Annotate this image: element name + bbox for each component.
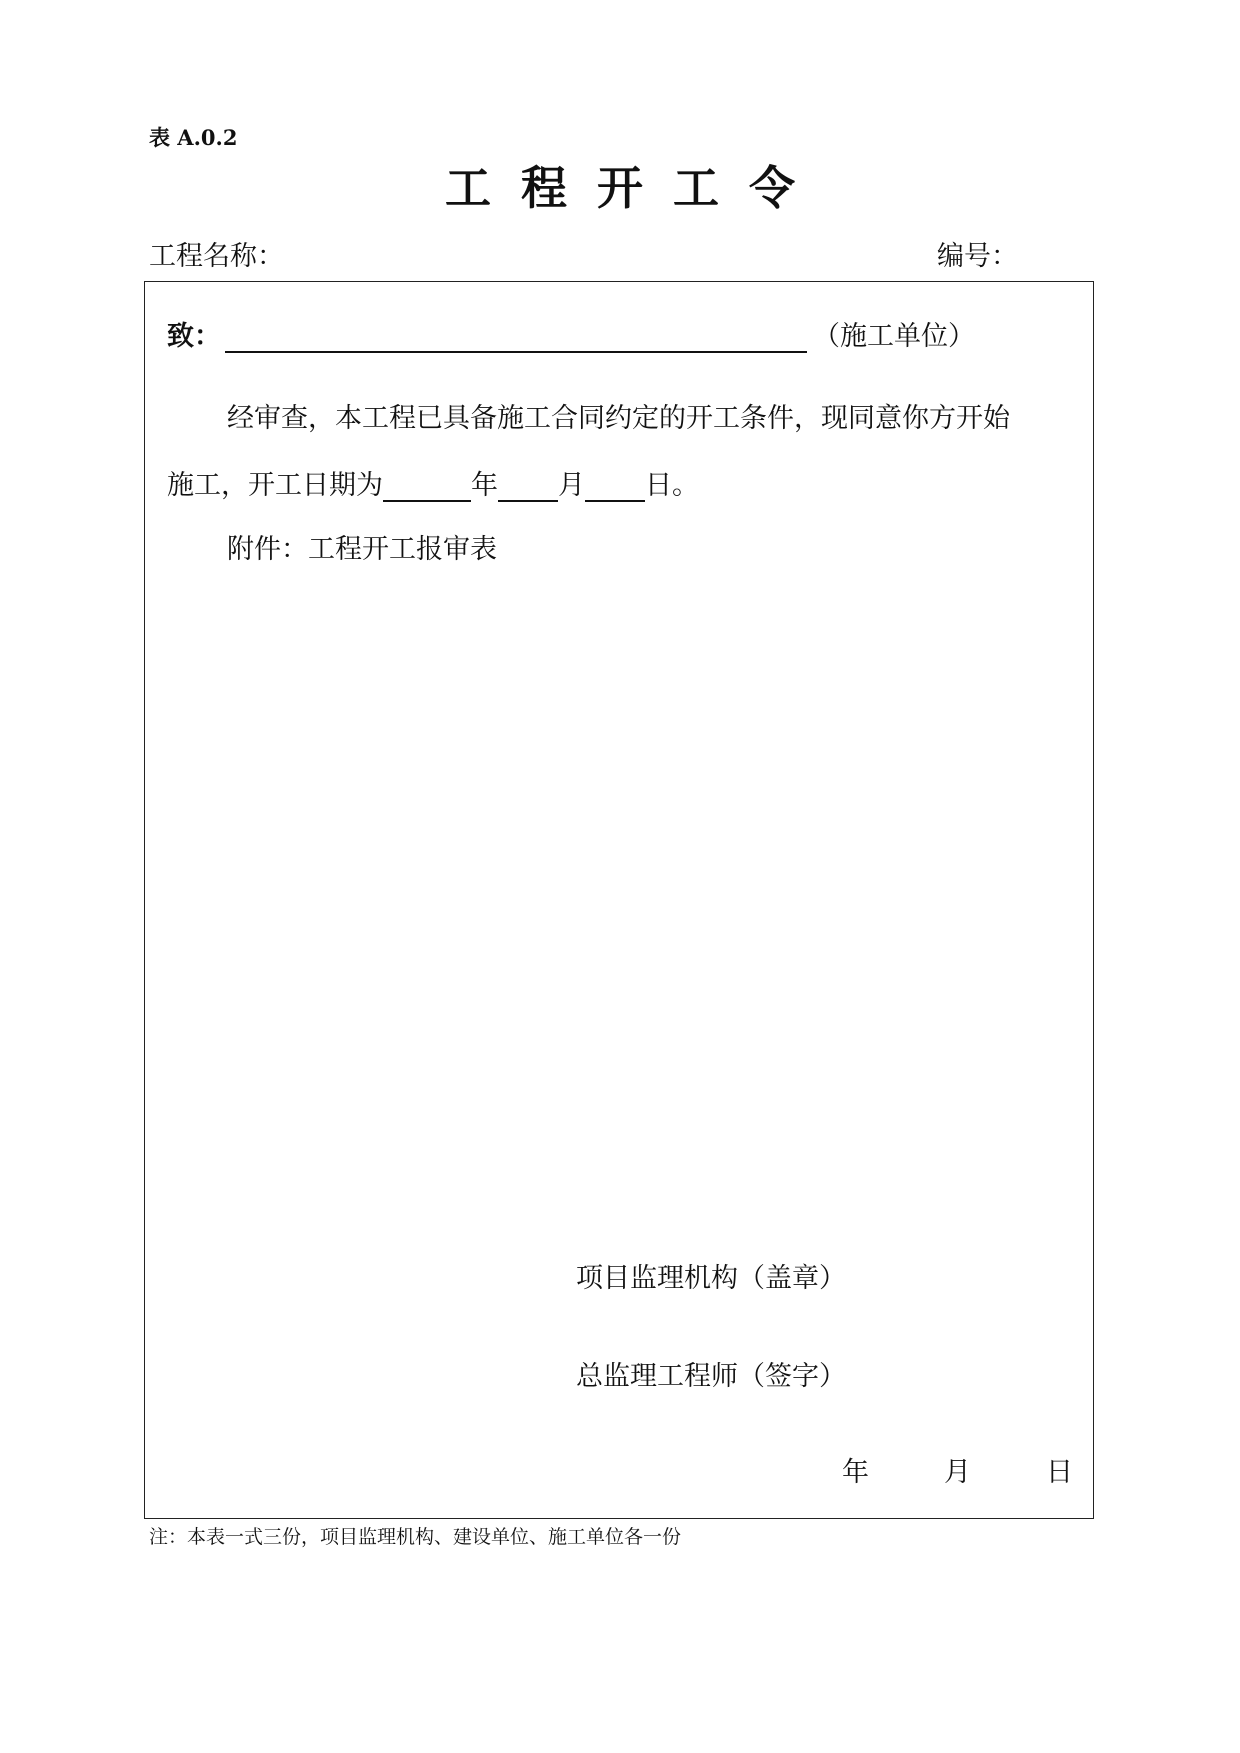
start-day-label: 日。: [645, 470, 699, 501]
recipient-suffix: （施工单位）: [813, 321, 975, 352]
table-number: 表 A.0.2: [149, 125, 238, 150]
start-date-prefix: 施工，开工日期为: [167, 470, 383, 501]
start-month-label: 月: [558, 470, 585, 501]
footer-note: 注：本表一式三份，项目监理机构、建设单位、施工单位各一份: [149, 1526, 682, 1548]
start-day-blank[interactable]: [585, 470, 645, 502]
attachment-line: 附件：工程开工报审表: [227, 534, 497, 565]
page-title: 工程开工令: [445, 161, 825, 215]
sign-year-label: 年: [842, 1457, 869, 1488]
start-year-blank[interactable]: [383, 470, 471, 502]
start-month-blank[interactable]: [498, 470, 558, 502]
sign-day-label: 日: [1046, 1457, 1073, 1488]
project-name-label: 工程名称：: [149, 241, 284, 272]
sign-month-label: 月: [944, 1457, 971, 1488]
recipient-label: 致：: [167, 321, 221, 352]
approval-paragraph: 经审查，本工程已具备施工合同约定的开工条件，现同意你方开始: [227, 403, 1010, 434]
recipient-blank[interactable]: [225, 321, 807, 353]
recipient-row: [167, 314, 975, 353]
signature-date-row: [842, 1450, 1073, 1489]
signature-line: 总监理工程师（签字）: [576, 1361, 846, 1392]
seal-line: 项目监理机构（盖章）: [576, 1263, 846, 1294]
serial-number-label: 编号：: [937, 241, 1018, 272]
start-year-label: 年: [471, 470, 498, 501]
start-date-line: [167, 463, 699, 502]
